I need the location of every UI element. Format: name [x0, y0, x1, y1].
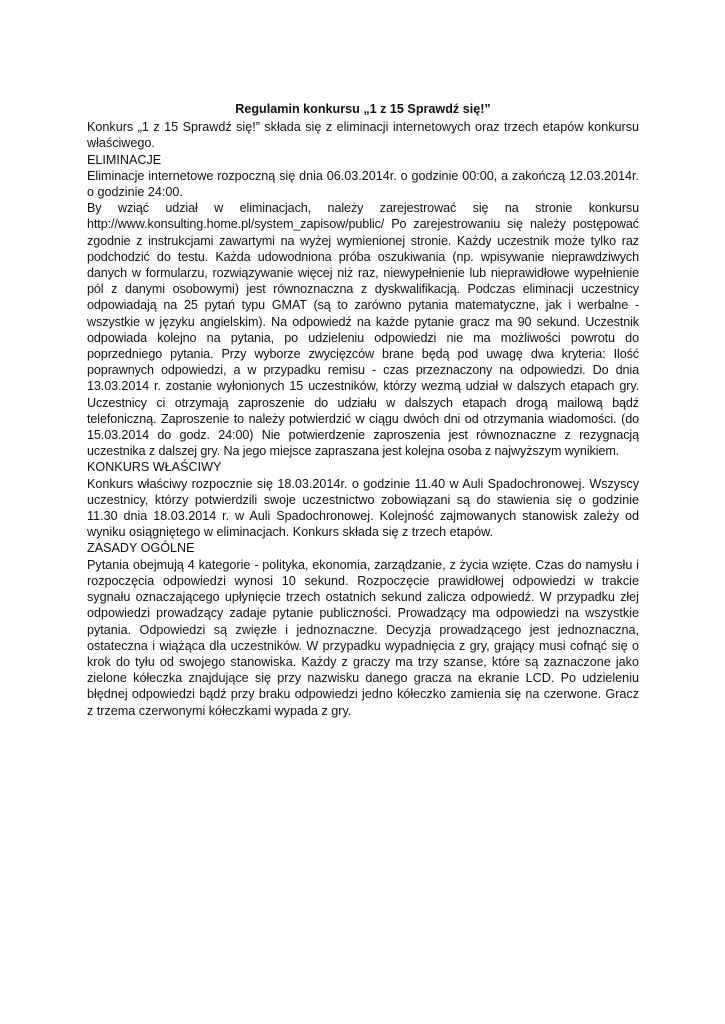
section-heading-zasady-ogolne: ZASADY OGÓLNE	[87, 541, 195, 556]
eliminacje-dates-paragraph: Eliminacje internetowe rozpoczną się dnia 06.03.2014r. o godzinie 00:00, a zakończą 12.03.2014r. o godzinie 24:00.	[87, 168, 639, 200]
section-heading-eliminacje: ELIMINACJE	[87, 152, 162, 167]
document-page	[87, 101, 639, 719]
zasady-ogolne-paragraph: Pytania obejmują 4 kategorie - polityka, ekonomia, zarządzanie, z życia wzięte. Czas do namysłu i rozpoczęcia odpowiedzi wynosi 10 sekund. Rozpoczęcie prawidłowej odpowiedzi w trakcie sygnału oznaczającego upłynięcie trzech ostatnich sekund zalicza odpowiedź. W przypadku złej odpowiedzi prowadzący zadaje pytanie publiczności. Prowadzący ma odpowiedzi na wszystkie pytania. Odpowiedzi są zwięzłe i jednoznaczne. Decyzja prowadzącego jest jednoznaczna, ostateczna i wiążąca dla uczestników. W przypadku wypadnięcia z gry, grający musi cofnąć się o krok do tyłu od swojego stanowiska. Każdy z graczy ma trzy szanse, które są zaznaczone jako zielone kółeczka znajdujące się przy nazwisku danego gracza na ekranie LCD. Po udzieleniu błędnej odpowiedzi bądź przy braku odpowiedzi jedno kółeczko zamienia się na czerwone. Gracz z trzema czerwonymi kółeczkami wypada z gry.	[87, 557, 639, 718]
section-heading-konkurs-wlasciwy: KONKURS WŁAŚCIWY	[87, 460, 222, 475]
eliminacje-rules-paragraph: By wziąć udział w eliminacjach, należy zarejestrować się na stronie konkursu http://www.konsulting.home.pl/system_zapisow/public/ Po zarejestrowaniu się należy postępować zgodnie z instrukcjami zawartymi na wyżej wymienionej stronie. Każdy uczestnik może tylko raz podchodzić do testu. Każda udowodniona próba oszukiwania (np. wpisywanie nieprawdziwych danych w formularzu, rozwiązywanie więcej niż raz, niewypełnienie lub nieprawidłowe wypełnienie pól z danymi osobowymi) jest równoznaczna z dyskwalifikacją. Podczas eliminacji uczestnicy odpowiadają na 25 pytań typu GMAT (są to zarówno pytania matematyczne, jak i werbalne - wszystkie w języku angielskim). Na odpowiedź na każde pytanie gracz ma 90 sekund. Uczestnik odpowiada kolejno na pytania, po udzieleniu odpowiedzi nie ma możliwości powrotu do poprzedniego pytania. Przy wyborze zwycięzców brane będą pod uwagę dwa kryteria: Ilość poprawnych odpowiedzi, a w przypadku remisu - czas przeznaczony na odpowiedzi. Do dnia 13.03.2014 r. zostanie wyłonionych 15 uczestników, którzy wezmą udział w dalszych etapach gry. Uczestnicy ci otrzymają zaproszenie do udziału w dalszych etapach drogą mailową bądź telefoniczną. Zaproszenie to należy potwierdzić w ciągu dwóch dni od otrzymania wiadomości. (do 15.03.2014 do godz. 24:00) Nie potwierdzenie zaproszenia jest równoznaczne z rezygnacją uczestnika z dalszej gry. Na jego miejsce zapraszana jest kolejna osoba z najwyższym wynikiem.	[87, 201, 639, 459]
document-title: Regulamin konkursu „1 z 15 Sprawdź się!”	[235, 102, 491, 116]
intro-paragraph: Konkurs „1 z 15 Sprawdź się!” składa się z eliminacji internetowych oraz trzech etapów konkursu właściwego.	[87, 120, 639, 151]
konkurs-wlasciwy-paragraph: Konkurs właściwy rozpocznie się 18.03.2014r. o godzinie 11.40 w Auli Spadochronowej. Wszyscy uczestnicy, którzy potwierdzili swoje uczestnictwo zobowiązani są do stawienia się o godzinie 11.30 dnia 18.03.2014 r. w Auli Spadochronowej. Kolejność zajmowanych stanowisk zależy od wyniku osiągniętego w eliminacjach. Konkurs składa się z trzech etapów.	[87, 476, 639, 540]
